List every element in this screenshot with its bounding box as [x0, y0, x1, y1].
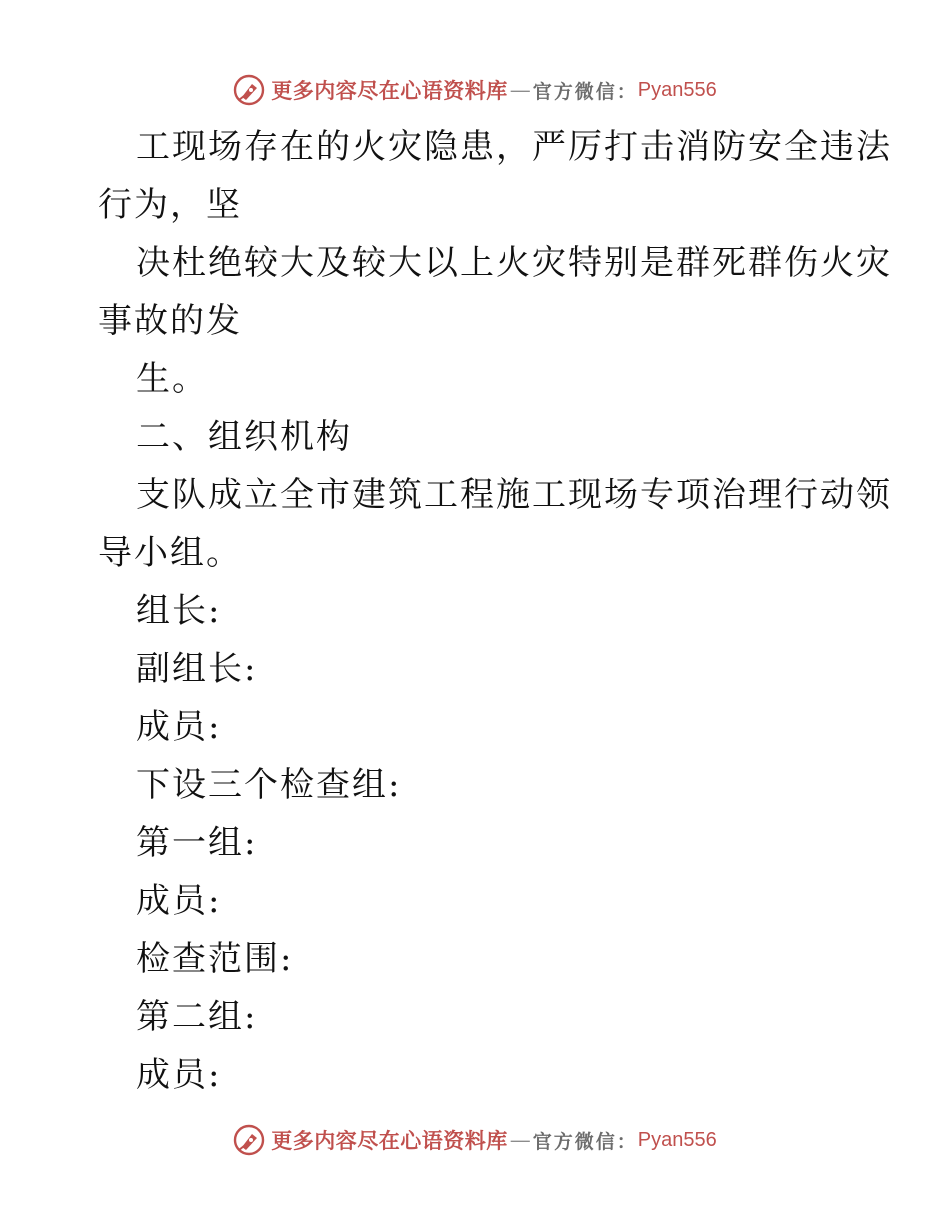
banner-site-name: 更多内容尽在心语资料库	[271, 78, 508, 103]
field-label-members: 成员:	[136, 707, 222, 747]
paragraph-line: 行为，坚	[98, 185, 242, 225]
document-body	[98, 118, 892, 1104]
paragraph-line: 决杜绝较大及较大以上火灾特别是群死群伤火灾	[136, 243, 892, 283]
field-label-members: 成员:	[136, 881, 222, 921]
banner-dash: —	[509, 78, 531, 102]
banner-site-name: 更多内容尽在心语资料库	[271, 1128, 508, 1153]
paragraph-line: 生。	[136, 359, 208, 399]
banner-wechat-label: 官方微信：	[532, 1130, 638, 1153]
group-one-label: 第一组:	[136, 823, 258, 863]
paragraph-line: 工现场存在的火灾隐患，严厉打击消防安全违法	[136, 127, 892, 167]
pen-nib-logo-icon	[233, 74, 265, 106]
section-heading: 二、组织机构	[136, 417, 352, 457]
field-label-leader: 组长:	[136, 591, 222, 631]
field-label-deputy: 副组长:	[136, 649, 258, 689]
banner-wechat-id: Pyan556	[637, 1128, 717, 1151]
field-label-scope: 检查范围:	[136, 939, 294, 979]
banner-wechat-id: Pyan556	[637, 78, 717, 101]
group-two-label: 第二组:	[136, 997, 258, 1037]
header-watermark	[0, 70, 950, 110]
pen-nib-logo-icon	[233, 1124, 265, 1156]
paragraph-line: 下设三个检查组:	[136, 765, 402, 805]
paragraph-line: 支队成立全市建筑工程施工现场专项治理行动领	[136, 475, 892, 515]
banner-dash: —	[509, 1128, 531, 1152]
paragraph-line: 导小组。	[98, 533, 242, 573]
footer-watermark	[0, 1120, 950, 1160]
banner-wechat-label: 官方微信：	[532, 80, 638, 103]
paragraph-line: 事故的发	[98, 301, 242, 341]
field-label-members: 成员:	[136, 1055, 222, 1095]
